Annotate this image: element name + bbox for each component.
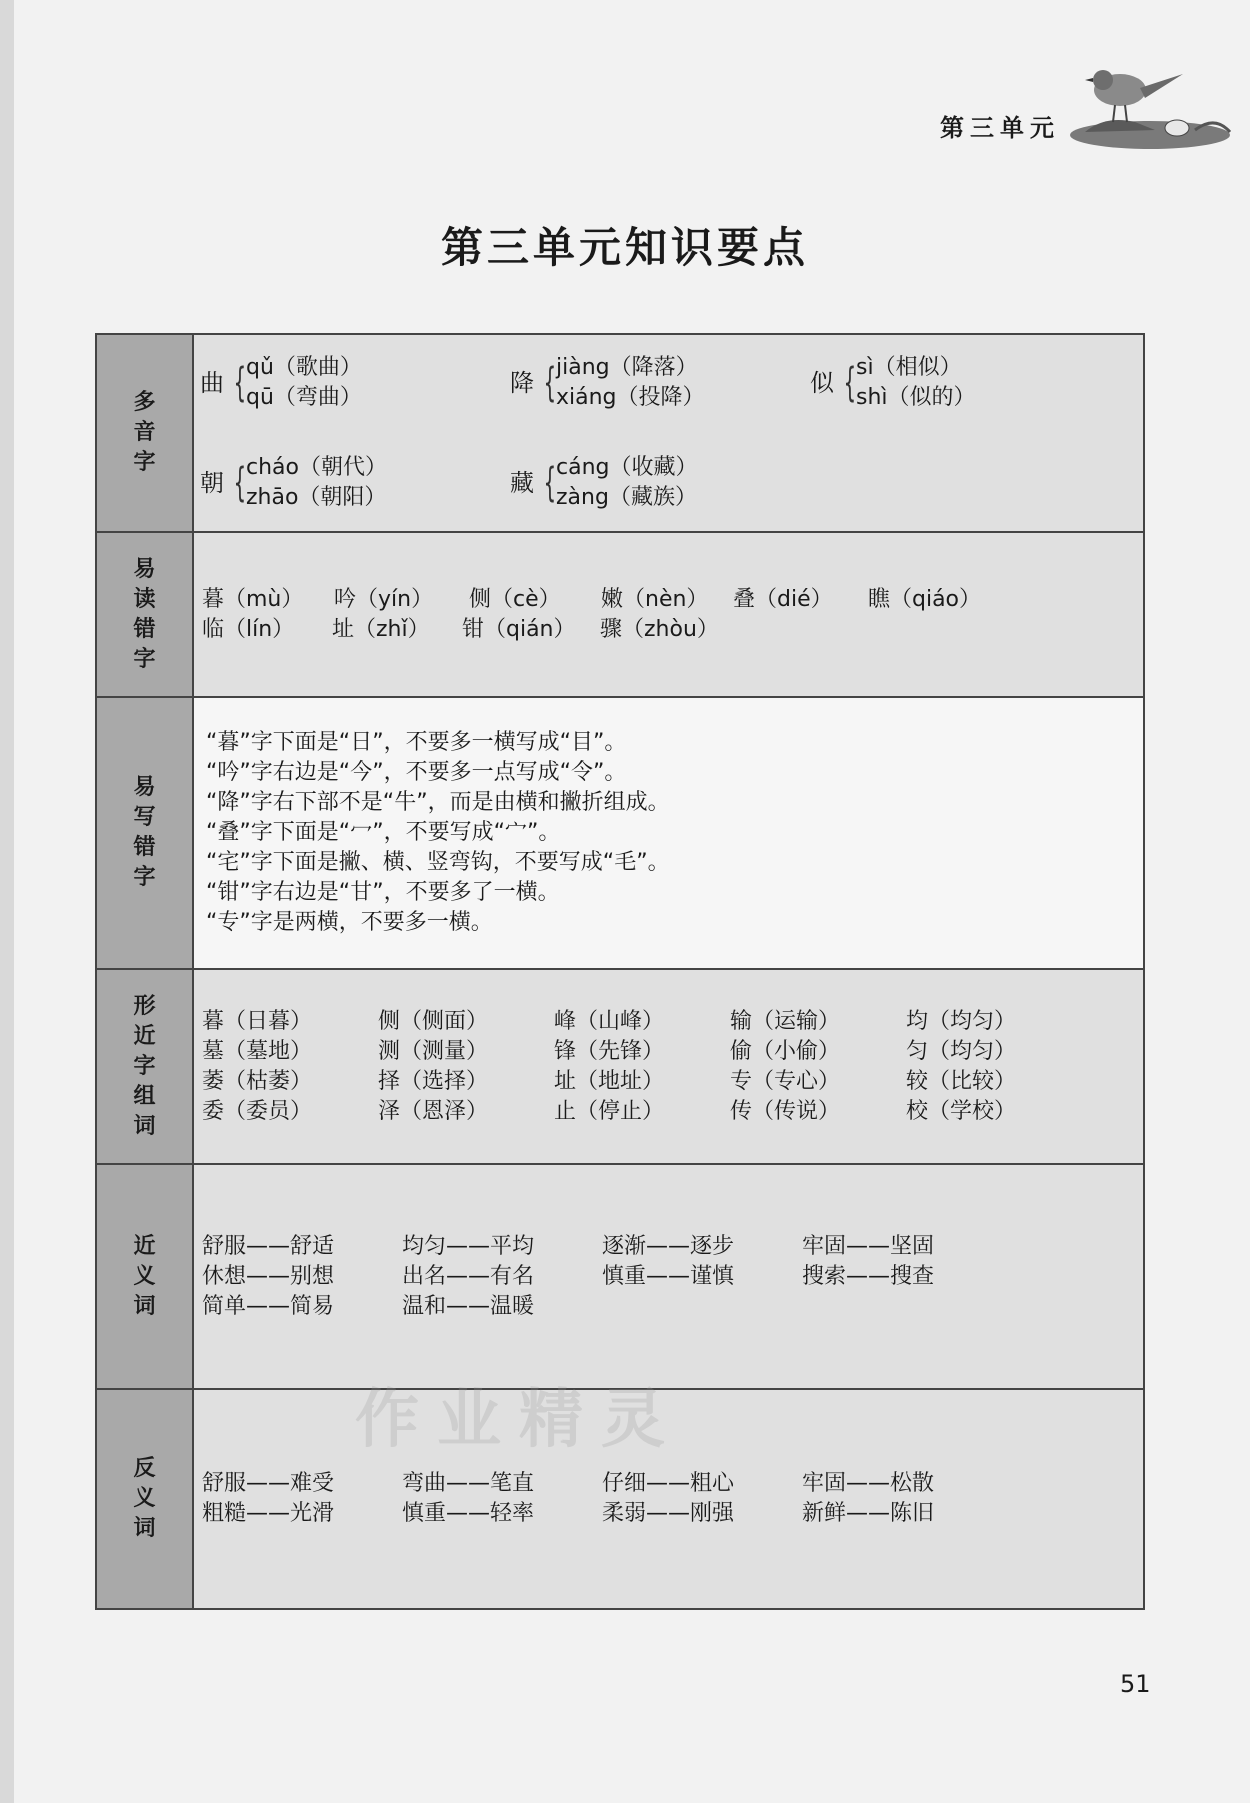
page-title: 第三单元知识要点 xyxy=(440,223,809,272)
misread-row: 暮（mù） 吟（yín） 侧（cè） 嫩（nèn） 叠（dié） 瞧（qiáo） xyxy=(202,586,982,612)
antonyms-cell: 舒服——难受 弯曲——笔直 仔细——粗心 牢固——松散 粗糙——光滑 慎重——轻率 柔弱——刚强 新鲜——陈旧 xyxy=(193,1389,1144,1609)
polyphone-item: 降 { jiàng（降落） xiáng（投降） xyxy=(510,355,705,410)
miswritten-cell xyxy=(193,697,1144,969)
polyphone-item: 藏 { cáng（收藏） zàng（藏族） xyxy=(510,455,698,510)
section-label-miswritten: 易 写 错 字 xyxy=(96,697,193,969)
watermark: 作业精灵 xyxy=(355,1383,683,1457)
miswritten-line: “吟”字右边是“今”，不要多一点写成“令”。 xyxy=(206,760,627,785)
section-label-polyphones: 多 音 字 xyxy=(96,334,193,532)
unit-header: 第三单元 xyxy=(940,114,1060,142)
bird-illustration xyxy=(1065,60,1235,155)
knowledge-table xyxy=(95,333,1145,1610)
polyphone-item: 曲 { qǔ（歌曲） qū（弯曲） xyxy=(200,355,362,410)
similar-chars-cell: 暮（日暮） 侧（侧面） 峰（山峰） 输（运输） 均（均匀） 墓（墓地） 测（测量） 锋（先锋） 偷（小偷） 匀（均匀） 萎（枯萎） 择（选择） 址（地址） 专（专心） 较（比较） 委（委员） 泽（恩泽） 止（停止） 传（传说） 校（学校） xyxy=(193,969,1144,1164)
section-label-similar-chars: 形 近 字 组 词 xyxy=(96,969,193,1164)
miswritten-line: “宅”字下面是撇、横、竖弯钩，不要写成“毛”。 xyxy=(206,850,670,875)
polyphones-cell xyxy=(193,334,1144,532)
synonyms-cell: 舒服——舒适 均匀——平均 逐渐——逐步 牢固——坚固 休想——别想 出名——有名 慎重——谨慎 搜索——搜查 简单——简易 温和——温暖 xyxy=(193,1164,1144,1389)
miswritten-line: “专”字是两横，不要多一横。 xyxy=(206,910,493,935)
miswritten-line: “降”字右下部不是“牛”，而是由横和撇折组成。 xyxy=(206,790,670,815)
polyphone-item: 似 { sì（相似） shì（似的） xyxy=(810,355,976,410)
page-number: 51 xyxy=(1120,1670,1151,1698)
misread-row: 临（lín） 址（zhǐ） 钳（qián） 骤（zhòu） xyxy=(202,616,719,642)
misread-cell xyxy=(193,532,1144,697)
miswritten-line: “钳”字右边是“甘”，不要多了一横。 xyxy=(206,880,560,905)
polyphone-item: 朝 { cháo（朝代） zhāo（朝阳） xyxy=(200,455,387,510)
section-label-antonyms: 反 义 词 xyxy=(96,1389,193,1609)
section-label-synonyms: 近 义 词 xyxy=(96,1164,193,1389)
miswritten-line: “暮”字下面是“日”，不要多一横写成“目”。 xyxy=(206,730,627,755)
miswritten-line: “叠”字下面是“冖”，不要写成“宀”。 xyxy=(206,820,561,845)
section-label-misread: 易 读 错 字 xyxy=(96,532,193,697)
